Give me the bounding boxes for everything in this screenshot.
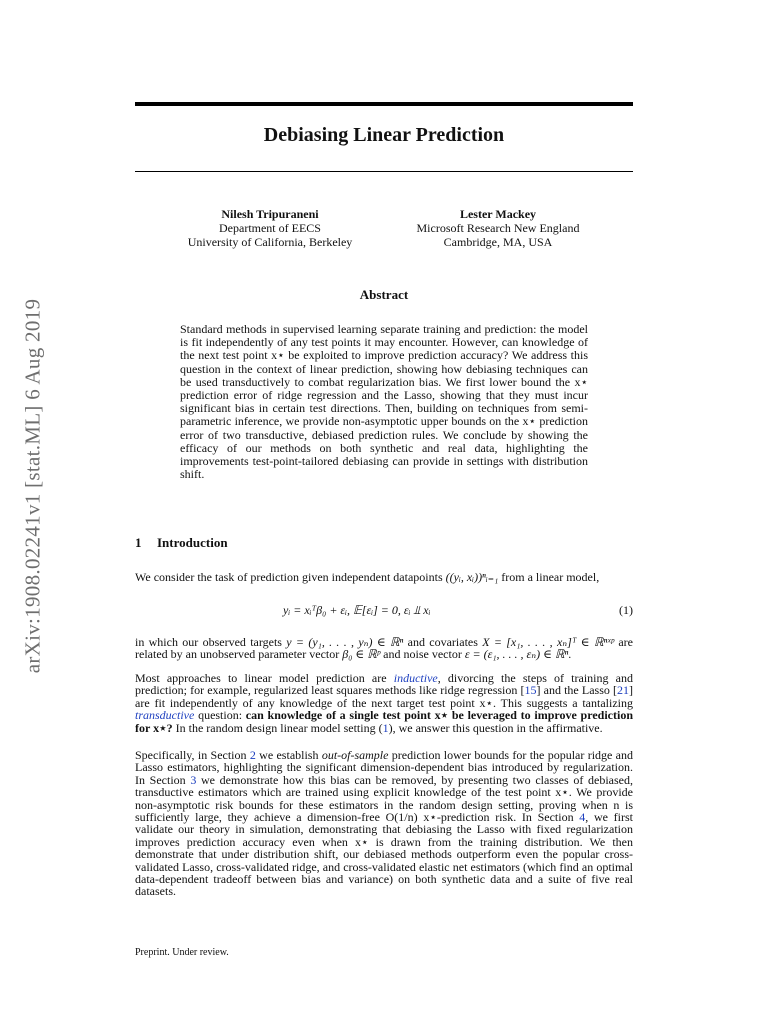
preprint-footer: Preprint. Under review. — [135, 947, 229, 958]
section-heading-introduction — [135, 535, 228, 551]
text-run: . — [568, 647, 572, 662]
text-run: we demonstrate how this bias can be removed, by presenting two classes of debiased, transductive estimators which are trained using explicit knowledge of the test point x⋆. We provide non-asymptotic risk bounds for these estimators in the random design setting, proving when n is sufficiently large, they achieve a dimension-free O(1/n) x⋆-prediction risk. In Section — [135, 772, 633, 825]
text-run: Most approaches to linear model prediction are — [135, 671, 394, 685]
title-bottom-rule — [135, 171, 633, 172]
emphasis-link[interactable]: inductive — [393, 671, 438, 685]
section-title: Introduction — [157, 535, 228, 550]
citation-link[interactable]: 21 — [617, 683, 629, 698]
intro-paragraph-1 — [135, 571, 633, 583]
title-top-rule — [135, 102, 633, 106]
inline-math: X = [x₁, . . . , xₙ]ᵀ ∈ ℝⁿˣᵖ — [482, 635, 615, 649]
section-number: 1 — [135, 535, 142, 550]
text-run: ), we answer this question in the affirmative. — [388, 720, 603, 735]
bold-question: can knowledge of a single test point x⋆ be leveraged to improve prediction for x⋆? — [135, 708, 633, 735]
inline-math: y = (y₁, . . . , yₙ) ∈ ℝⁿ — [286, 635, 404, 649]
author-name: Lester Mackey — [459, 207, 537, 221]
text-run: in which our observed targets — [135, 635, 287, 649]
text-run: , we first validate our theory in simulation, demonstrating that debiasing the Lasso with fixed regularization improves prediction accuracy even when x⋆ is drawn from the training distribution. We then demonstrate that under distribution shift, our debiased methods outperform even the popular cross-validated Lasso, cross-validated ridge, and cross-validated elastic net estimators (which find an optimal data-dependent tradeoff between bias and variance) on both synthetic data and a suite of five real datasets. — [135, 810, 633, 899]
text-run: from a linear model, — [498, 570, 600, 584]
author-block-2 — [383, 207, 613, 249]
text-run: Specifically, in Section — [135, 748, 250, 762]
text-run: question: — [194, 708, 246, 723]
text-run: we establish — [255, 748, 322, 762]
author-name: Nilesh Tripuraneni — [221, 207, 319, 221]
equation-link[interactable]: 1 — [382, 720, 389, 735]
equation-number: (1) — [619, 603, 633, 617]
emphasis-link[interactable]: transductive — [135, 708, 195, 723]
text-run: and noise vector — [380, 647, 465, 662]
inline-math: ((yᵢ, xᵢ))ⁿᵢ₌₁ — [445, 570, 499, 584]
emphasis-text: out-of-sample — [321, 748, 389, 762]
text-run: prediction lower bounds for the popular ridge and Lasso estimators, highlighting the significant dimension-dependent bias introduced by regularization. In Section — [135, 748, 634, 787]
text-run: We consider the task of prediction given independent datapoints — [135, 570, 446, 584]
author-affiliation-inst: Cambridge, MA, USA — [443, 235, 553, 249]
section-link[interactable]: 2 — [249, 748, 256, 762]
section-link[interactable]: 4 — [579, 810, 586, 825]
intro-paragraph-4 — [135, 749, 633, 898]
author-affiliation-dept: Microsoft Research New England — [416, 221, 580, 235]
author-block-1 — [155, 207, 385, 249]
text-run: are related by an unobserved parameter vector — [135, 635, 633, 662]
text-run: In the random design linear model setting ( — [172, 720, 383, 735]
text-run: and covariates — [403, 635, 483, 649]
intro-paragraph-3 — [135, 672, 633, 734]
text-run: ] are fit independently of any knowledge of the next target test point x⋆. This suggests a tantalizing — [135, 683, 633, 710]
arxiv-identifier-stamp: arXiv:1908.02241v1 [stat.ML] 6 Aug 2019 — [20, 298, 45, 674]
inline-math: ε = (ε₁, . . . , εₙ) ∈ ℝⁿ — [464, 647, 569, 662]
author-affiliation-inst: University of California, Berkeley — [187, 235, 353, 249]
equation-body: yᵢ = xᵢᵀβ₀ + εᵢ, 𝔼[εᵢ] = 0, εᵢ ⫫ xᵢ — [283, 603, 431, 617]
paper-title: Debiasing Linear Prediction — [263, 124, 505, 146]
section-link[interactable]: 3 — [190, 772, 197, 787]
citation-link[interactable]: 15 — [524, 683, 537, 698]
inline-math: β₀ ∈ ℝᵖ — [342, 647, 381, 662]
text-run: ] and the Lasso [ — [536, 683, 617, 698]
text-run: , divorcing the steps of training and prediction; for example, regularized least squares methods like ridge regression [ — [135, 671, 633, 698]
author-affiliation-dept: Department of EECS — [219, 221, 321, 235]
intro-paragraph-2 — [135, 636, 633, 661]
abstract-heading: Abstract — [359, 287, 409, 302]
abstract-text: Standard methods in supervised learning separate training and prediction: the model is fit independently of any test points it may encounter. However, can knowledge of the next test point x⋆ be exploited to improve prediction accuracy? We address this question in the context of linear prediction, showing how debiasing techniques can be used transductively to combat regularization bias. We first lower bound the x⋆ prediction error of ridge regression and the Lasso, showing that they must incur significant bias in certain test directions. Then, building on techniques from semi-parametric inference, we provide non-asymptotic upper bounds on the x⋆ prediction error of two transductive, debiased prediction rules. We conclude by showing the efficacy of our methods on both synthetic and real data, highlighting the improvements test-point-tailored debiasing can provide in settings with distribution shift. — [180, 322, 588, 482]
